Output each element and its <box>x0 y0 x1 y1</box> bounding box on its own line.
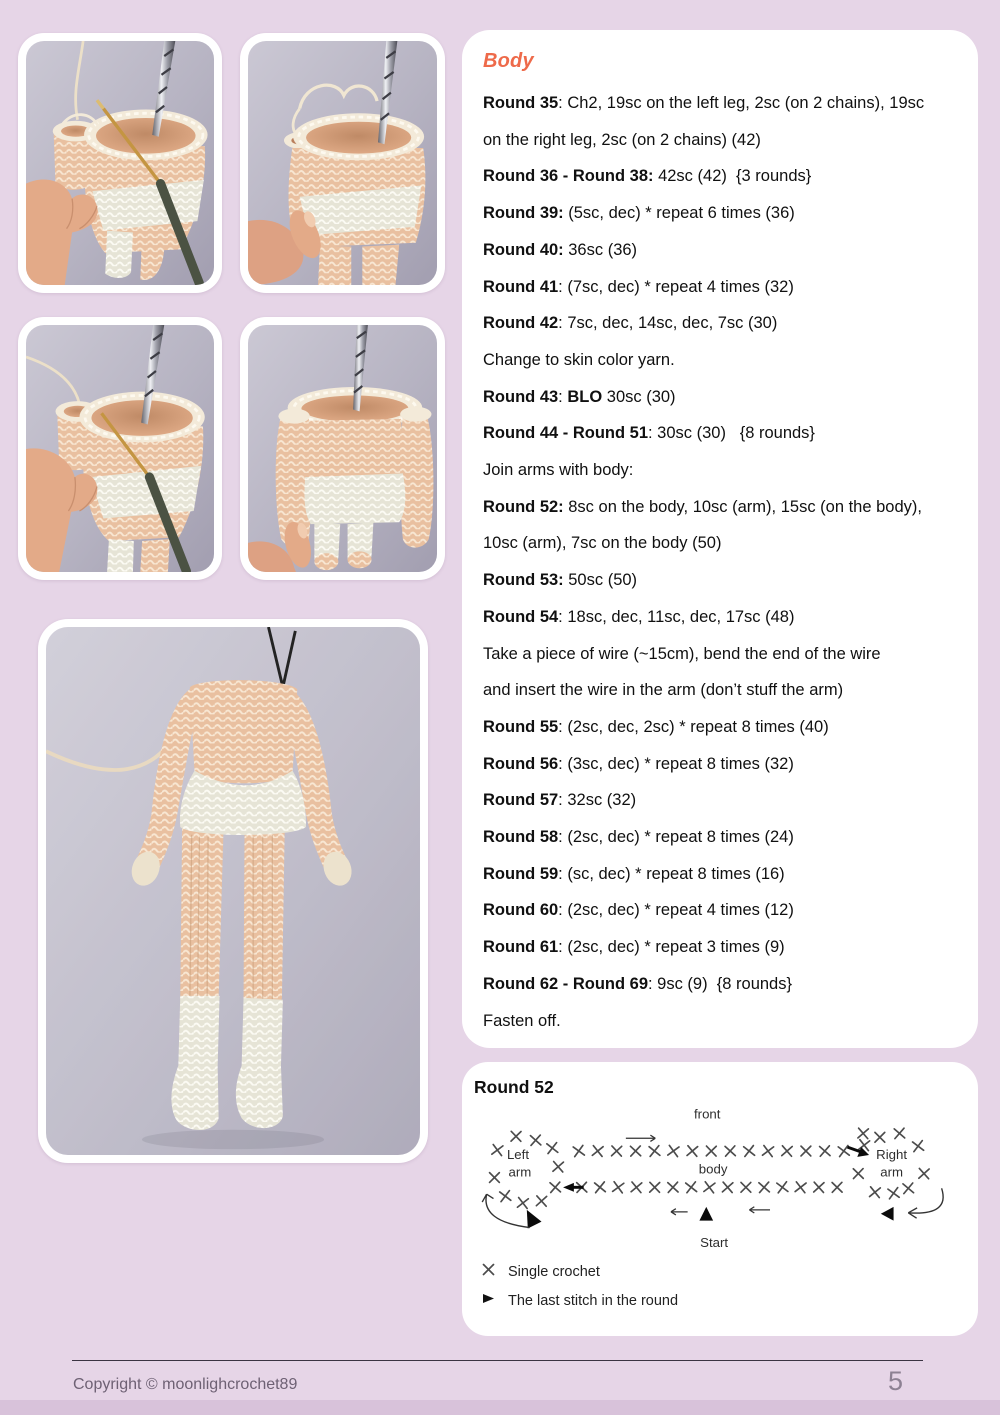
single-crochet-mark <box>492 1145 503 1156</box>
instruction-line: Round 43: BLO 30sc (30) <box>483 387 676 406</box>
single-crochet-mark <box>744 1146 755 1157</box>
legend-row <box>482 1257 966 1286</box>
body-label: body <box>698 1161 728 1177</box>
single-crochet-mark <box>553 1161 563 1171</box>
single-crochet-mark <box>875 1132 885 1142</box>
single-crochet-mark <box>668 1182 678 1192</box>
single-crochet-mark <box>782 1146 792 1156</box>
single-crochet-mark <box>814 1182 824 1192</box>
step-photo-3 <box>18 317 222 580</box>
instruction-line: Round 36 - Round 38: 42sc (42) {3 rounds} <box>483 167 812 186</box>
single-crochet-mark <box>820 1146 830 1156</box>
instruction-line: Round 35: Ch2, 19sc on the left leg, 2sc (on 2 chains), 19sc <box>483 94 925 112</box>
single-crochet-mark <box>832 1182 842 1192</box>
instruction-line: Fasten off. <box>483 1011 561 1030</box>
instruction-line: and insert the wire in the arm (don’t stuff the arm) <box>483 681 844 700</box>
single-crochet-mark <box>686 1182 697 1193</box>
instruction-line: Round 57: 32sc (32) <box>483 791 637 810</box>
legend-label: Single crochet <box>508 1263 600 1280</box>
single-crochet-mark <box>706 1146 716 1156</box>
section-heading-body: Body <box>483 50 534 72</box>
right-arm-label: Right <box>876 1146 908 1162</box>
triangle-right-icon <box>482 1292 495 1309</box>
instruction-list <box>483 85 958 1039</box>
instruction-line: Round 56: (3sc, dec) * repeat 8 times (32) <box>483 754 794 773</box>
single-crochet-mark <box>547 1143 558 1154</box>
step-photo-1 <box>18 33 222 293</box>
single-crochet-mark <box>649 1146 660 1157</box>
doll-body-photo <box>38 619 428 1163</box>
diagram-title: Round 52 <box>474 1077 554 1097</box>
left-arm-label: arm <box>508 1164 532 1180</box>
single-crochet-mark <box>536 1196 546 1206</box>
instruction-line: Change to skin color yarn. <box>483 350 675 369</box>
single-crochet-mark <box>490 1173 500 1183</box>
right-arm-label: arm <box>880 1164 903 1180</box>
instruction-line: Round 55: (2sc, dec, 2sc) * repeat 8 times (40) <box>483 717 829 736</box>
instruction-line: Round 53: 50sc (50) <box>483 571 638 590</box>
single-crochet-mark <box>795 1182 806 1193</box>
single-crochet-mark <box>777 1182 788 1193</box>
single-crochet-mark <box>725 1146 735 1156</box>
round52-diagram <box>474 1102 966 1254</box>
instruction-line: Join arms with body: <box>483 461 634 480</box>
single-crochet-mark <box>500 1191 511 1202</box>
diagram-legend <box>474 1257 966 1315</box>
single-crochet-mark <box>759 1182 769 1192</box>
single-crochet-mark <box>595 1182 606 1193</box>
step-photo-4 <box>240 317 445 580</box>
single-crochet-mark <box>612 1146 622 1156</box>
instruction-line: Round 61: (2sc, dec) * repeat 3 times (9) <box>483 938 785 957</box>
instruction-line: Round 40: 36sc (36) <box>483 240 638 259</box>
single-crochet-mark <box>859 1140 870 1151</box>
single-crochet-mark <box>668 1145 679 1156</box>
single-crochet-mark <box>913 1141 924 1152</box>
instruction-line: Round 39: (5sc, dec) * repeat 6 times (36) <box>483 204 795 223</box>
instruction-line: Round 62 - Round 69: 9sc (9) {8 rounds} <box>483 974 792 993</box>
single-crochet-mark <box>722 1182 732 1192</box>
instruction-line: on the right leg, 2sc (on 2 chains) (42) <box>483 130 761 149</box>
front-label: front <box>694 1106 721 1122</box>
single-crochet-mark <box>517 1198 528 1209</box>
footer-divider <box>72 1360 923 1361</box>
single-crochet-mark <box>630 1146 640 1156</box>
single-crochet-mark <box>511 1131 521 1141</box>
copyright-text: Copyright © moonlighcrochet89 <box>73 1376 298 1393</box>
single-crochet-mark <box>613 1182 624 1193</box>
single-crochet-mark <box>903 1183 914 1194</box>
single-crochet-mark <box>888 1188 899 1199</box>
single-crochet-mark <box>650 1182 660 1192</box>
single-crochet-mark <box>763 1145 774 1156</box>
instruction-line: Round 41: (7sc, dec) * repeat 4 times (32) <box>483 277 794 296</box>
last-stitch-markers <box>527 1207 894 1229</box>
start-label: Start <box>700 1235 729 1251</box>
legend-label: The last stitch in the round <box>508 1292 679 1309</box>
instruction-line: Round 52: 8sc on the body, 10sc (arm), 15sc (on the body), <box>483 497 922 516</box>
left-arm-label: Left <box>506 1146 530 1162</box>
step-photo-2 <box>240 33 445 293</box>
instruction-line: Round 59: (sc, dec) * repeat 8 times (16) <box>483 864 785 883</box>
body-instructions-panel <box>462 30 978 1048</box>
instruction-line: Take a piece of wire (~15cm), bend the end of the wire <box>483 644 881 663</box>
page-edge-strip <box>0 1400 1000 1415</box>
legend-row <box>482 1286 966 1315</box>
shadow <box>142 1130 324 1149</box>
single-crochet-mark <box>704 1182 715 1193</box>
single-crochet-mark <box>801 1146 811 1156</box>
single-crochet-mark <box>631 1182 642 1193</box>
single-crochet-mark <box>858 1128 868 1138</box>
round52-diagram-panel <box>462 1062 978 1336</box>
single-crochet-mark <box>894 1128 904 1138</box>
single-crochet-mark <box>687 1146 698 1157</box>
instruction-line: Round 42: 7sc, dec, 14sc, dec, 7sc (30) <box>483 314 778 333</box>
single-crochet-mark <box>919 1168 929 1178</box>
instruction-line: Round 58: (2sc, dec) * repeat 8 times (24) <box>483 828 794 847</box>
single-crochet-mark <box>573 1145 584 1156</box>
single-crochet-mark <box>550 1182 560 1192</box>
instruction-line: Round 54: 18sc, dec, 11sc, dec, 17sc (48) <box>483 607 795 626</box>
instruction-line: 10sc (arm), 7sc on the body (50) <box>483 534 722 553</box>
single-crochet-mark <box>592 1146 603 1157</box>
x-icon <box>482 1263 495 1280</box>
instruction-line: Round 60: (2sc, dec) * repeat 4 times (12) <box>483 901 794 920</box>
page-number: 5 <box>888 1366 904 1396</box>
instruction-line: Round 44 - Round 51: 30sc (30) {8 rounds} <box>483 424 815 443</box>
single-crochet-mark <box>853 1169 863 1179</box>
single-crochet-mark <box>870 1187 881 1198</box>
single-crochet-mark <box>530 1135 540 1145</box>
curved-arrows <box>482 1188 943 1227</box>
single-crochet-mark <box>741 1182 751 1192</box>
